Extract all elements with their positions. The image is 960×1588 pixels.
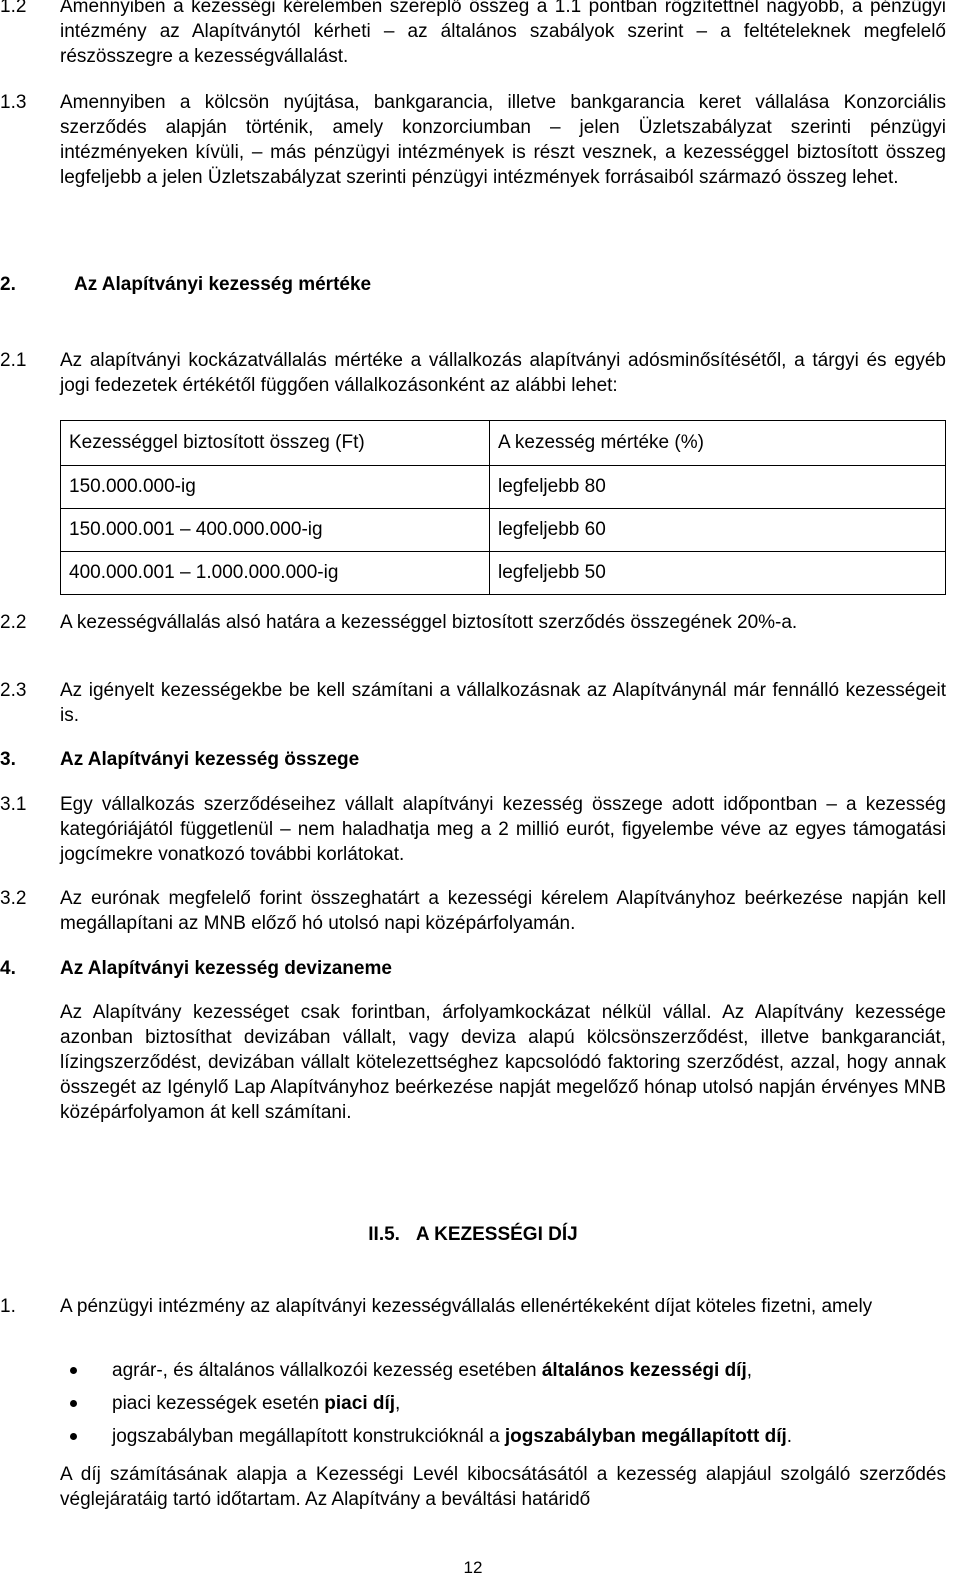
paragraph-1-2: [0, 0, 946, 69]
paragraph-number: 1.: [0, 1296, 16, 1317]
guarantee-rate-table: [60, 420, 946, 595]
paragraph-number: 2.2: [0, 612, 27, 633]
list-item-text: agrár-, és általános vállalkozói kezesség esetében: [112, 1360, 542, 1381]
list-item: [60, 1424, 946, 1449]
paragraph-text: A kezességvállalás alsó határa a kezességgel biztosított szerződés összegének 20%-a.: [60, 612, 798, 633]
paragraph-number: 3.1: [0, 794, 27, 815]
list-item-text: piaci kezességek esetén: [112, 1393, 325, 1414]
paragraph-2-3: [0, 678, 946, 728]
paragraph-number: 1.3: [0, 92, 27, 113]
section-heading-3: [0, 747, 359, 772]
chapter-title-text: A KEZESSÉGI DÍJ: [415, 1224, 578, 1245]
table-row: [61, 509, 946, 552]
paragraph-text: Amennyiben a kezességi kérelemben szereplő összeg a 1.1 pontban rögzítettnél nagyobb, a pénzügyi intézmény az Alapítványtól kérheti – az általános szabályok szerint – a feltételeknek megfelelő részösszegre a kezességvállalást.: [60, 0, 946, 67]
paragraph-3-2: [0, 886, 946, 936]
bullet-icon: [70, 1400, 77, 1407]
heading-text: Az Alapítványi kezesség mértéke: [74, 274, 372, 295]
list-item-text: jogszabályban megállapított konstrukcióknál a: [112, 1426, 505, 1447]
paragraph-fee-1: [0, 1294, 946, 1319]
list-item-bold: általános kezességi díj: [541, 1360, 747, 1381]
paragraph-text: A pénzügyi intézmény az alapítványi kezességvállalás ellenértékeként díjat köteles fizetni, amely: [60, 1296, 873, 1317]
bullet-icon: [70, 1433, 77, 1440]
chapter-title: [0, 1222, 946, 1247]
paragraph-number: 2.3: [0, 680, 27, 701]
paragraph-text: Az eurónak megfelelő forint összeghatárt a kezességi kérelem Alapítványhoz beérkezése napján kell megállapítani az MNB előző hó utolsó napi középárfolyamán.: [60, 888, 946, 934]
paragraph-text: Amennyiben a kölcsön nyújtása, bankgarancia, illetve bankgarancia keret vállalása Konzorciális szerződés alapján történik, amely konzorciumban – jelen Üzletszabályzat szerinti pénzügyi intézményeken kívüli, – más pénzügyi intézmények is részt vesznek, a kezességgel biztosított összeg legfeljebb a jelen Üzletszabályzat szerinti pénzügyi intézmények forrásaiból származó összeg lehet.: [60, 92, 946, 188]
list-item-bold: jogszabályban megállapított díj: [504, 1426, 787, 1447]
table-cell: 150.000.000-ig: [61, 466, 490, 509]
table-row: [61, 552, 946, 595]
table-cell: legfeljebb 50: [490, 552, 946, 595]
list-item: [60, 1391, 946, 1416]
list-item-punct: ,: [746, 1360, 753, 1381]
table-cell: 400.000.001 – 1.000.000.000-ig: [61, 552, 490, 595]
paragraph-text: Az alapítványi kockázatvállalás mértéke a vállalkozás alapítványi adósminősítésétől, a tárgyi és egyéb jogi fedezetek értékétől függően vállalkozásonként az alábbi lehet:: [60, 350, 946, 396]
heading-number: 2.: [0, 274, 16, 295]
table-cell: legfeljebb 60: [490, 509, 946, 552]
page-number: 12: [463, 1558, 483, 1577]
paragraph-number: 3.2: [0, 888, 27, 909]
table-header-cell: Kezességgel biztosított összeg (Ft): [61, 421, 490, 466]
table-header-row: [61, 421, 946, 466]
heading-text: Az Alapítványi kezesség devizaneme: [60, 958, 392, 979]
list-item-punct: .: [786, 1426, 793, 1447]
heading-text: Az Alapítványi kezesség összege: [60, 749, 360, 770]
section-heading-2: [0, 272, 371, 297]
chapter-number: II.5.: [368, 1224, 400, 1245]
fee-tail-paragraph: A díj számításának alapja a Kezességi Levél kibocsátásától a kezesség alapjául szolgáló szerződés véglejáratáig tartó időtartam. Az Alapítvány a beváltási határidő: [60, 1464, 946, 1510]
fee-type-list: [60, 1358, 946, 1457]
heading-number: 3.: [0, 749, 16, 770]
bullet-icon: [70, 1367, 77, 1374]
table-cell: 150.000.001 – 400.000.000-ig: [61, 509, 490, 552]
table-row: [61, 466, 946, 509]
paragraph-text: Az igényelt kezességekbe be kell számítani a vállalkozásnak az Alapítványnál már fennálló kezességeit is.: [60, 680, 946, 726]
paragraph-number: 2.1: [0, 350, 27, 371]
section-4-body: Az Alapítvány kezességet csak forintban, árfolyamkockázat nélkül vállal. Az Alapítvány kezessége azonban biztosíthat devizában vállalt, vagy deviza alapú kölcsönszerződést, illetve bankgaranciát, lízingszerződést, devizában vállalt kötelezettséghez kapcsolódó faktoring szerződést, azzal, hogy annak összegét az Igénylő Lap Alapítványhoz beérkezése napját megelőző hónap utolsó napján érvényes MNB középárfolyamon át kell számítani.: [60, 1002, 946, 1123]
list-item-punct: ,: [395, 1393, 401, 1414]
paragraph-2-2: [0, 610, 946, 635]
table-cell: legfeljebb 80: [490, 466, 946, 509]
list-item-bold: piaci díj: [324, 1393, 396, 1414]
list-item: [60, 1358, 946, 1383]
heading-number: 4.: [0, 958, 16, 979]
paragraph-2-1: [0, 348, 946, 398]
table-header-cell: A kezesség mértéke (%): [490, 421, 946, 466]
paragraph-1-3: [0, 90, 946, 190]
paragraph-number: 1.2: [0, 0, 27, 17]
paragraph-text: Egy vállalkozás szerződéseihez vállalt alapítványi kezesség összege adott időpontban – a kezesség kategóriájától függetlenül – nem haladhatja meg a 2 millió eurót, figyelembe véve az egyes támogatási jogcímekre vonatkozó további korlátokat.: [60, 794, 946, 865]
paragraph-3-1: [0, 792, 946, 867]
section-heading-4: [0, 956, 392, 981]
